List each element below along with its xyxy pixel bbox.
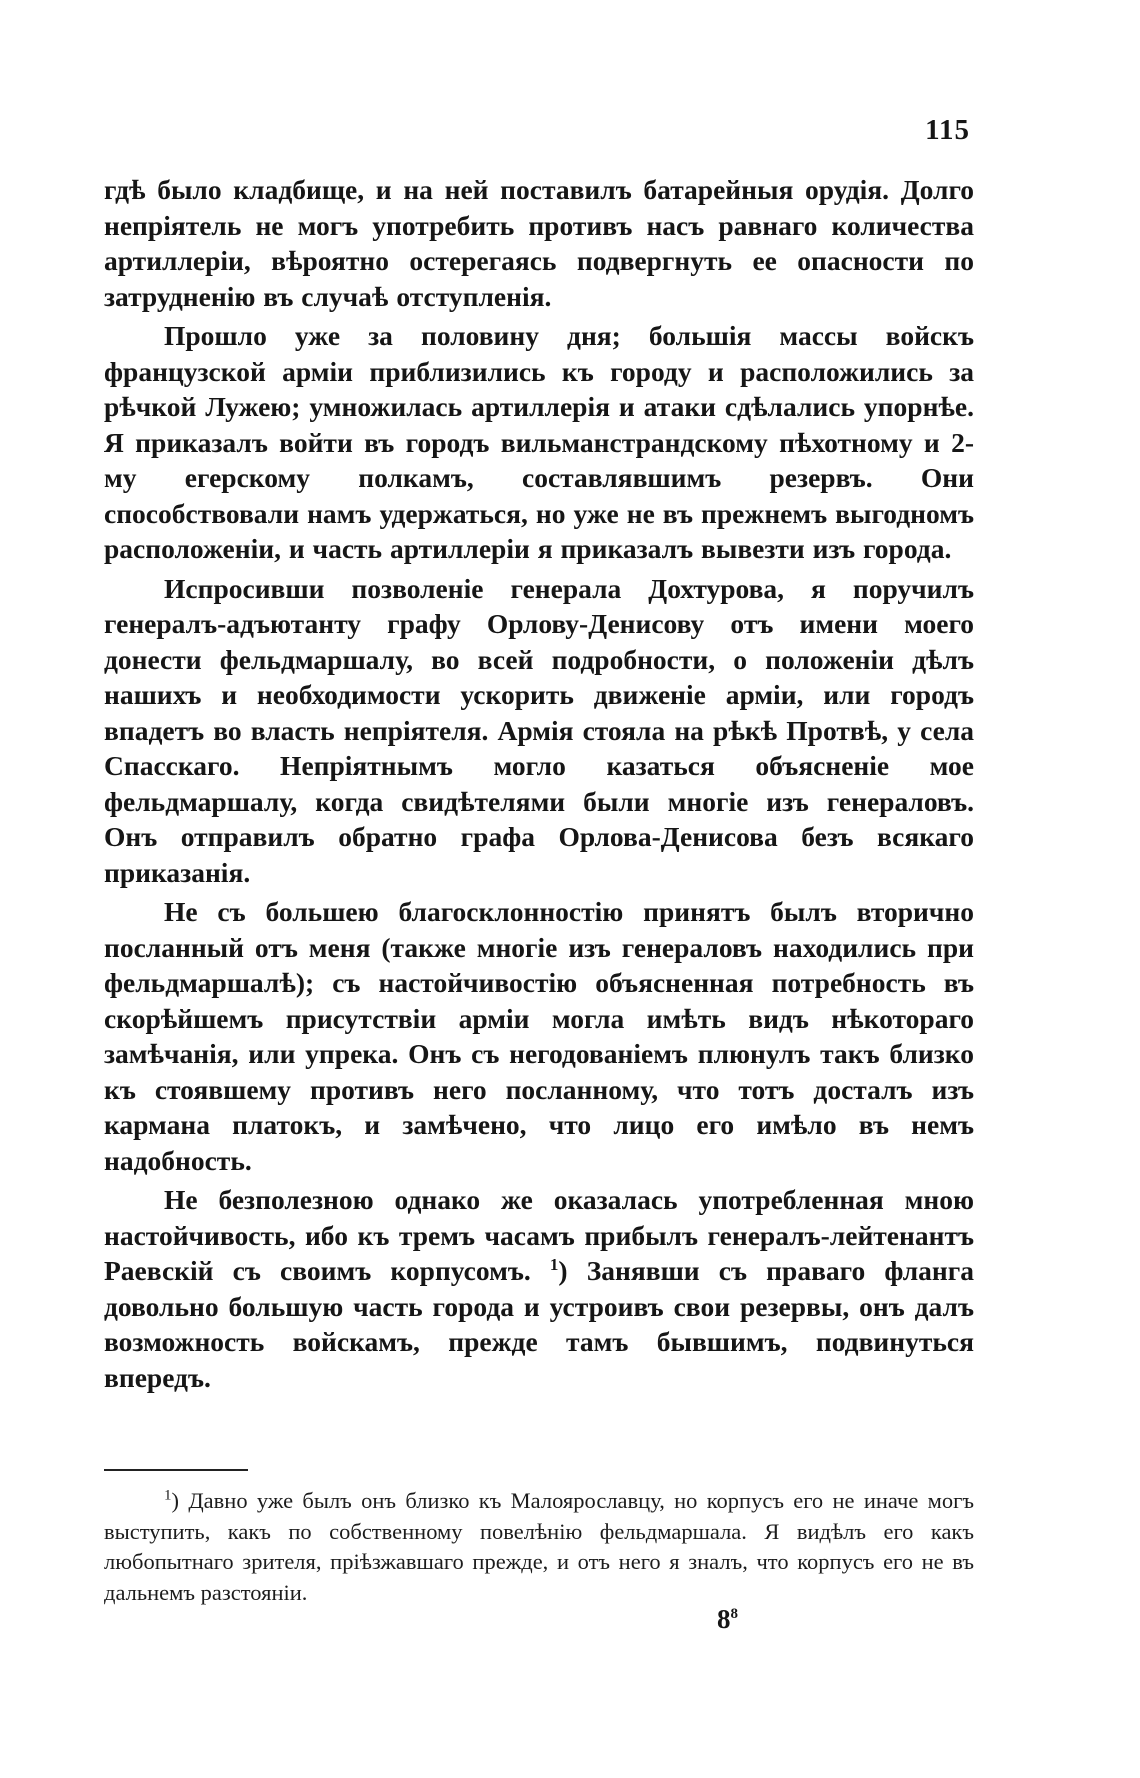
paragraph-4: Не съ большею благосклонностію принятъ былъ вторично посланный отъ меня (также многіе изъ генераловъ находились при фельдмаршалѣ); съ настойчивостію объясненная потребность въ скорѣйшемъ присутствіи арміи могла имѣть видъ нѣкотораго замѣчанія, или упрека. Онъ съ негодованіемъ плюнулъ такъ близко къ стоявшему противъ него посланному, что тотъ досталъ изъ кармана платокъ, и замѣчено, что лицо его имѣло въ немъ надобность. xyxy=(104,896,974,1176)
paragraph-5-text-before: Не безполезною однако же оказалась употребленная мною настойчивость, ибо къ тремъ часамъ прибылъ генералъ-лейтенантъ Раевскій съ своимъ корпусомъ. xyxy=(104,1184,974,1286)
signature-superscript: 8 xyxy=(730,1606,738,1622)
paragraph-5-text-after: ) Занявши съ праваго фланга довольно большую часть города и устроивъ свои резервы, онъ далъ возможность войскамъ, прежде тамъ бывшимъ, подвинуться впередъ. xyxy=(104,1255,974,1393)
printer-signature-mark xyxy=(717,1604,738,1635)
footnote-separator-rule xyxy=(104,1469,248,1471)
paragraph-3: Испросивши позволеніе генерала Дохтурова, я поручилъ генералъ-адъютанту графу Орлову-Денисову отъ имени моего донести фельдмаршалу, во всей подробности, о положеніи дѣлъ нашихъ и необходимости ускорить движеніе арміи, или городъ впадетъ во власть непріятеля. Армія стояла на рѣкѣ Протвѣ, у села Спасскаго. Непріятнымъ могло казаться объясненіе мое фельдмаршалу, когда свидѣтелями были многіе изъ генераловъ. Онъ отправилъ обратно графа Орлова-Денисова безъ всякаго приказанія. xyxy=(104,572,974,888)
paragraph-2: Прошло уже за половину дня; большія массы войскъ французской арміи приблизились къ городу и расположились за рѣчкой Лужею; умножилась артиллерія и атаки сдѣлались упорнѣе. Я приказалъ войти въ городъ вильманстрандскому пѣхотному и 2-му егерскому полкамъ, составлявшимъ резервъ. Они способствовали намъ удержаться, но уже не въ прежнемъ выгодномъ расположеніи, и часть артиллеріи я приказалъ вывезти изъ города. xyxy=(104,320,974,564)
footnote xyxy=(104,1486,974,1608)
page-number: 115 xyxy=(925,114,970,146)
body-text xyxy=(104,172,974,1399)
book-page xyxy=(104,108,974,1748)
signature-number: 8 xyxy=(717,1604,731,1634)
paragraph-5 xyxy=(104,1182,974,1395)
paragraph-1: гдѣ было кладбище, и на ней поставилъ батарейныя орудія. Долго непріятель не могъ употребить противъ насъ равнаго количества артиллеріи, вѣроятно остерегаясь подвергнуть ее опасности по затрудненію въ случаѣ отступленія. xyxy=(104,174,974,312)
footnote-mark: 1 xyxy=(164,1487,172,1504)
footnote-text: ) Давно уже былъ онъ близко къ Малоярославцу, но корпусъ его не иначе могъ выступить, какъ по собственному повелѣнію фельдмаршала. Я видѣлъ его какъ любопытнаго зрителя, пріѣзжавшаго прежде, и отъ него я зналъ, что корпусъ его не въ дальнемъ разстояніи. xyxy=(104,1488,974,1605)
footnote-reference-mark: 1 xyxy=(549,1254,559,1274)
